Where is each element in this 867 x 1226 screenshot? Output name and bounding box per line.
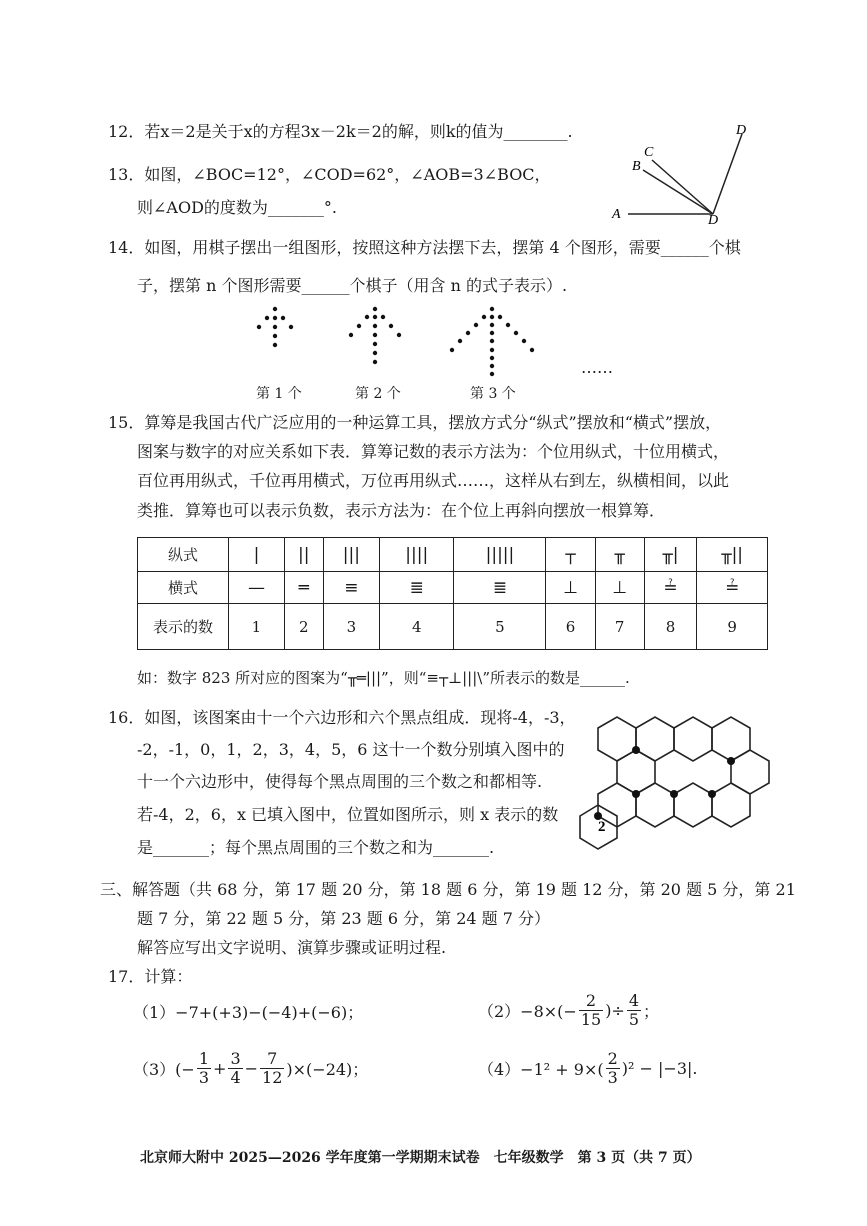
cell-h-9: ≟: [697, 572, 768, 604]
q17-part2: [478, 992, 659, 1029]
cell-n-9: 9: [697, 604, 768, 650]
cell-h-4: ≣: [380, 572, 454, 604]
page-footer: 北京师大附中 2025—2026 学年度第一学期期末试卷 七年级数学 第 3 页（共 7 页）: [140, 1150, 701, 1166]
p3-frac3-num: 7: [267, 1049, 278, 1068]
p2-frac2-num: 4: [628, 991, 640, 1010]
q12-text: 12．若x＝2是关于x的方程3x－2k＝2的解，则k的值为: [108, 122, 504, 141]
q13-line2: [137, 198, 337, 218]
p4-frac: [606, 1050, 620, 1087]
pattern-ellipsis: ……: [581, 358, 613, 377]
cell-h-1: —: [229, 572, 285, 604]
label-A: A: [612, 207, 621, 222]
p3-frac2-den: 4: [230, 1068, 241, 1087]
p3-plus: +: [213, 1059, 227, 1078]
counting-rod-table: [137, 537, 768, 650]
q16-line5: 是_______；每个黑点周围的三个数之和为_______.: [137, 838, 495, 857]
pattern-3: [450, 307, 534, 376]
q16-line2: -2，-1，0，1，2，3，4，5，6 这十一个数分别填入图中的: [137, 740, 565, 759]
p3-frac1-num: 1: [198, 1049, 210, 1068]
hexagon-figure: [578, 712, 788, 872]
p2-pre: （2）−8×(−: [478, 1002, 577, 1021]
section3-line1: 三、解答题（共 68 分，第 17 题 20 分，第 18 题 6 分，第 19 题 12 分，第 20 题 5 分，第 21: [100, 880, 796, 899]
cell-v-4: ||||: [380, 538, 454, 572]
label-O: D: [708, 213, 719, 228]
q13-line1: 13．如图，∠BOC=12°，∠COD=62°，∠AOB=3∠BOC，: [108, 165, 551, 184]
q14-line2: 子，摆第 n 个图形需要______个棋子（用含 n 的式子表示）.: [137, 276, 568, 295]
cell-h-8: ≟: [644, 572, 697, 604]
q16-line4: 若-4，2，6，x 已填入图中，位置如图所示，则 x 表示的数: [137, 805, 559, 824]
p3-frac1-den: 3: [198, 1068, 210, 1087]
cell-v-2: ||: [284, 538, 323, 572]
p2-frac2: [627, 992, 641, 1029]
row-label-vertical: 纵式: [138, 538, 229, 572]
cell-n-4: 4: [380, 604, 454, 650]
p2-frac2-den: 5: [628, 1010, 640, 1029]
q15-line3: 百位再用纵式，千位再用横式，万位再用纵式……，这样从右到左，纵横相间，以此: [137, 471, 730, 490]
cell-n-1: 1: [229, 604, 285, 650]
p3-minus: −: [244, 1059, 259, 1078]
p3-frac2: [228, 1050, 242, 1087]
p3-frac1: [197, 1050, 211, 1087]
p4-frac-num: 2: [607, 1049, 618, 1068]
cell-h-7: ⊥: [595, 572, 644, 604]
row-horizontal: [138, 572, 768, 604]
section3-line3: 解答应写出文字说明、演算步骤或证明过程.: [137, 938, 447, 957]
q16-line3: 十一个六边形中，使得每个黑点周围的三个数之和都相等.: [137, 772, 543, 791]
p3-frac3-den: 12: [262, 1068, 283, 1087]
label-B: B: [632, 159, 641, 174]
row-vertical: [138, 538, 768, 572]
cell-n-5: 5: [454, 604, 546, 650]
label-C: C: [644, 145, 654, 160]
cell-v-3: |||: [323, 538, 379, 572]
cell-n-7: 7: [595, 604, 644, 650]
p4-frac-den: 3: [607, 1068, 618, 1087]
p2-end: ；: [643, 1002, 660, 1021]
row-numbers: [138, 604, 768, 650]
cell-h-5: ≣: [454, 572, 546, 604]
p2-frac1-den: 15: [580, 1010, 602, 1029]
q12-line: [108, 122, 573, 142]
angle-figure: [610, 118, 760, 228]
caption-1: 第 1 个: [256, 386, 302, 402]
p3-frac2-num: 3: [230, 1049, 241, 1068]
caption-2: 第 2 个: [355, 386, 401, 402]
cell-v-9: ╥||: [697, 538, 768, 572]
p3-end: )×(−24)；: [286, 1060, 369, 1079]
cell-v-7: ╥: [595, 538, 644, 572]
q15-example: [137, 668, 630, 688]
q13-text: 则∠AOD的度数为: [137, 198, 268, 217]
q15-line2: 图案与数字的对应关系如下表．算筹记数的表示方法为：个位用纵式，十位用横式，: [137, 442, 730, 461]
cell-v-8: ╥|: [644, 538, 697, 572]
q15-example-text: 如：数字 823 所对应的图案为“╥═|||”，则“≡┬⊥|||\”所表示的数是: [137, 669, 580, 687]
cell-n-3: 3: [323, 604, 379, 650]
q17-part4: [478, 1050, 697, 1087]
pattern-2: [349, 307, 401, 364]
q17-part3: [133, 1050, 368, 1087]
p4-pre: （4）−1² + 9×(: [478, 1060, 604, 1079]
q15-blank: ______.: [580, 669, 630, 687]
cell-h-2: ═: [284, 572, 323, 604]
p3-frac3: [260, 1050, 284, 1087]
q17-part1: （1）−7+(+3)−(−4)+(−6)；: [133, 1003, 364, 1022]
pattern-1: [257, 307, 293, 347]
label-D: D: [736, 123, 747, 138]
cell-h-3: ≡: [323, 572, 379, 604]
cell-v-6: ┬: [546, 538, 595, 572]
p2-frac1: [579, 992, 603, 1029]
q13-blank: _______°.: [267, 198, 338, 217]
p4-end: )² − |−3|.: [621, 1059, 698, 1078]
cell-n-6: 6: [546, 604, 595, 650]
q12-blank: ________.: [503, 122, 573, 141]
cell-n-8: 8: [644, 604, 697, 650]
hex-label-2: 2: [598, 819, 606, 835]
p3-pre: （3）(−: [133, 1060, 195, 1079]
q14-line1: 14．如图，用棋子摆出一组图形，按照这种方法摆下去，摆第 4 个图形，需要______个棋: [108, 238, 741, 257]
row-label-number: 表示的数: [138, 604, 229, 650]
p2-mid: )÷: [605, 1001, 625, 1020]
q15-line4: 类推．算筹也可以表示负数，表示方法为：在个位上再斜向摆放一根算筹．: [137, 501, 666, 520]
caption-3: 第 3 个: [470, 386, 516, 402]
cell-h-6: ⊥: [546, 572, 595, 604]
q15-line1: 15．算筹是我国古代广泛应用的一种运算工具，摆放方式分“纵式”摆放和“横式”摆放，: [108, 413, 722, 432]
q16-line1: 16．如图，该图案由十一个六边形和六个黑点组成．现将-4，-3，: [108, 708, 576, 727]
p2-frac1-num: 2: [585, 991, 597, 1010]
cell-v-5: |||||: [454, 538, 546, 572]
row-label-horizontal: 横式: [138, 572, 229, 604]
q17-title: 17．计算：: [108, 967, 193, 986]
cell-v-1: |: [229, 538, 285, 572]
cell-n-2: 2: [284, 604, 323, 650]
section3-line2: 题 7 分，第 22 题 5 分，第 23 题 6 分，第 24 题 7 分）: [137, 909, 551, 928]
